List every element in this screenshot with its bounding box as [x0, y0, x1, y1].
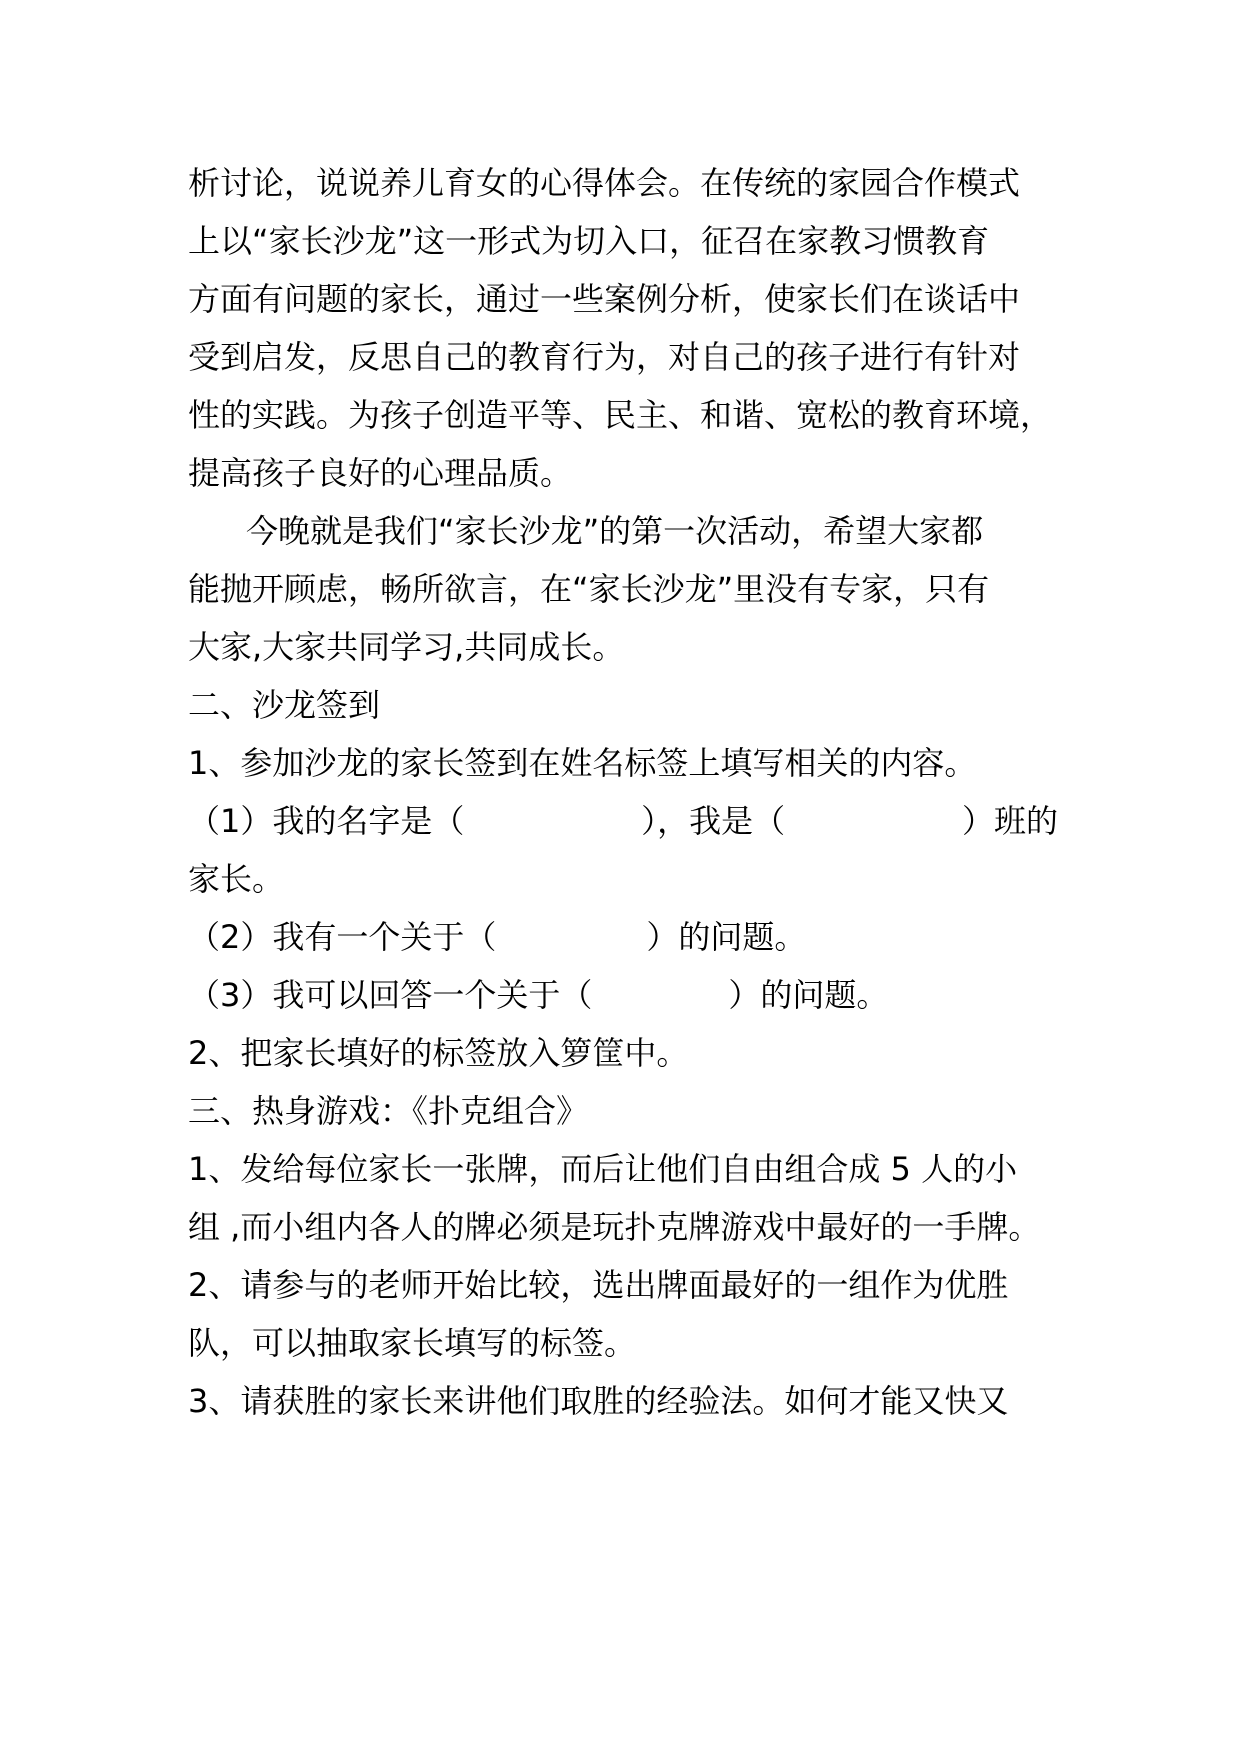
section3-item-2-line-2: 队，可以抽取家长填写的标签。	[188, 1324, 637, 1362]
fill1-part-b: ），我是（	[641, 802, 786, 840]
section2-item-2: 2、把家长填好的标签放入箩筐中。	[188, 1034, 689, 1072]
tonight-line-2: 能抛开顾虑，畅所欲言，在“家长沙龙”里没有专家，只有	[188, 570, 990, 608]
intro-line-2: 上以“家长沙龙”这一形式为切入口，征召在家教习惯教育	[188, 222, 990, 260]
fill3-part-b: ）的问题。	[728, 976, 889, 1014]
fill2-part-b: ）的问题。	[646, 918, 807, 956]
section3-item-2-line-1: 2、请参与的老师开始比较，选出牌面最好的一组作为优胜	[188, 1266, 1009, 1304]
tonight-line-3: 大家,大家共同学习,共同成长。	[188, 628, 625, 666]
fill-in-line-3	[188, 970, 1058, 1020]
intro-line-6: 提高孩子良好的心理品质。	[188, 454, 573, 492]
section3-item-1-line-1: 1、发给每位家长一张牌，而后让他们自由组合成 5 人的小	[188, 1150, 1018, 1188]
fill-in-line-1	[188, 796, 1058, 846]
intro-line-3: 方面有问题的家长，通过一些案例分析，使家长们在谈话中	[188, 280, 1021, 318]
intro-line-5: 性的实践。为孩子创造平等、民主、和谐、宽松的教育环境，	[188, 396, 1053, 434]
intro-line-1: 析讨论，说说养儿育女的心得体会。在传统的家园合作模式	[188, 164, 1021, 202]
fill-in-line-2	[188, 912, 1058, 962]
section3-heading: 三、热身游戏：《扑克组合》	[188, 1092, 589, 1130]
fill1-part-c: ）班的	[961, 802, 1058, 840]
section2-heading: 二、沙龙签到	[188, 686, 381, 724]
fill3-part-a: （3）我可以回答一个关于（	[188, 976, 593, 1014]
tonight-line-1: 今晚就是我们“家长沙龙”的第一次活动，希望大家都	[246, 512, 984, 550]
intro-line-4: 受到启发，反思自己的教育行为，对自己的孩子进行有针对	[188, 338, 1021, 376]
fill2-part-a: （2）我有一个关于（	[188, 918, 497, 956]
fill1-continuation: 家长。	[188, 860, 285, 898]
fill1-part-a: （1）我的名字是（	[188, 802, 465, 840]
section3-item-1-line-2: 组 ,而小组内各人的牌必须是玩扑克牌游戏中最好的一手牌。	[188, 1208, 1041, 1246]
section2-item-1: 1、参加沙龙的家长签到在姓名标签上填写相关的内容。	[188, 744, 977, 782]
section3-item-3: 3、请获胜的家长来讲他们取胜的经验法。如何才能又快又	[188, 1382, 1009, 1420]
